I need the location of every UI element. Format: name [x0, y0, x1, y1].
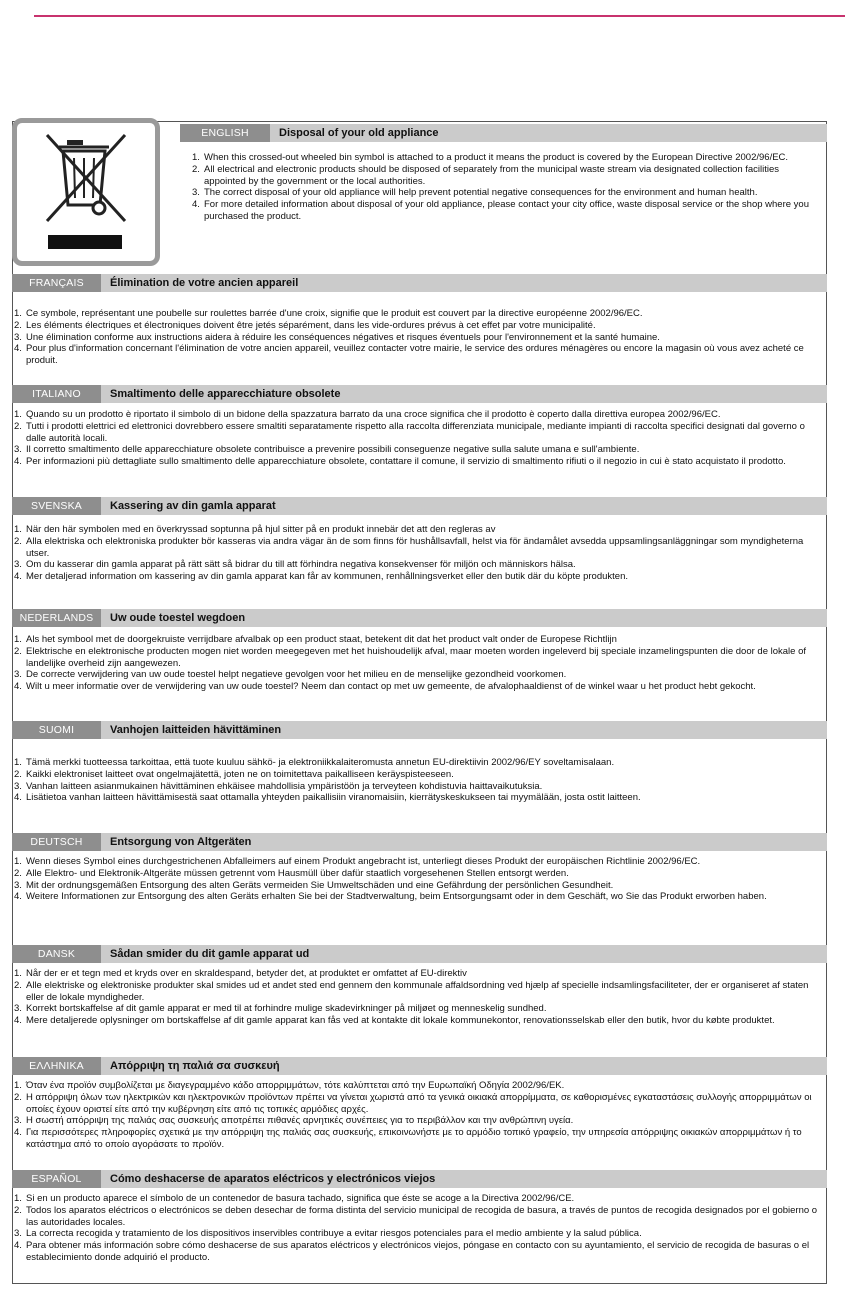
language-tab: ΕΛΛΗΝΙΚΑ: [12, 1057, 101, 1075]
list-item: 3. Il corretto smaltimento delle apparecchiature obsolete contribuisce a prevenire possibili conseguenze negative sulla salute umana e sull'ambiente.: [14, 444, 640, 456]
language-tab: ESPAÑOL: [12, 1170, 101, 1188]
list-item: 2. Η απόρριψη όλων των ηλεκτρικών και ηλεκτρονικών προϊόντων πρέπει να γίνεται χωριστά από τα γενικά οικιακά απορρίμματα, σε καθορισμένες εγκαταστάσεις συλλογής απορριμμάτων οι οποίες έχουν οριστεί είτε από την κυβέρνηση είτε από τις τοπικές αρμόδιες αρχές.: [14, 1091, 812, 1115]
section-title: Kassering av din gamla apparat: [110, 500, 276, 512]
list-item: 1. When this crossed-out wheeled bin symbol is attached to a product it means the product is covered by the European Directive 2002/96/EC.: [192, 152, 789, 163]
section-title: Sådan smider du dit gamle apparat ud: [110, 948, 310, 960]
section-header: [12, 945, 827, 963]
section-title: Uw oude toestel wegdoen: [110, 612, 246, 624]
header-accent-line: [34, 15, 845, 17]
language-tab: ITALIANO: [12, 385, 101, 403]
crossed-out-wheeled-bin-icon: [17, 123, 155, 261]
list-item: 4. Per informazioni più dettagliate sullo smaltimento delle apparecchiature obsolete, contattare il comune, il servizio di smaltimento rifiuti o il negozio in cui è stato acquistato il prodotto.: [14, 456, 786, 468]
instructions-list: [12, 627, 827, 693]
list-item: 1. När den här symbolen med en överkryssad soptunna på hjul sitter på en produkt innebär det att den regleras av: [14, 524, 496, 535]
instructions-list: [12, 1188, 827, 1264]
section-header: [12, 385, 827, 403]
list-item: 2. Les éléments électriques et électroniques doivent être jetés séparément, dans les vide-ordures prévus à cet effet par votre municipalité.: [14, 319, 596, 331]
instructions-list: [12, 851, 827, 903]
section-deutsch: [12, 833, 827, 903]
list-item: 4. Για περισσότερες πληροφορίες σχετικά με την απόρριψη της παλιάς σας συσκευής, επικοινωνήστε με το αρμόδιο τοπικό γραφείο, την υπηρεσία απόρριψης οικιακών απορριμμάτων ή το κατάστημα από το οποίο αγοράσατε το προϊόν.: [14, 1127, 802, 1150]
section-italiano: [12, 385, 827, 468]
section-title: Απόρριψη τη παλιά σα συσκευή: [110, 1060, 280, 1072]
list-item: 4. Lisätietoa vanhan laitteen hävittämisestä saat ottamalla yhteyden paikallisiin viranomaisiin, kierrätyskeskukseen tai myymälään, josta ostit laitteen.: [14, 792, 641, 804]
list-item: 2. Tutti i prodotti elettrici ed elettronici dovrebbero essere smaltiti separatamente rispetto alla raccolta differenziata municipale, mediante impianti di raccolta specifici designati dal governo o dalle autorità locali.: [14, 420, 805, 444]
list-item: 3. Η σωστή απόρριψη της παλιάς σας συσκευής αποτρέπει πιθανές αρνητικές συνέπειες για το περιβάλλον και την ανθρώπινη υγεία.: [14, 1115, 574, 1127]
section-francais: [12, 274, 827, 367]
list-item: 2. Kaikki elektroniset laitteet ovat ongelmajätettä, joten ne on toimitettava paikalliseen keräyspisteeseen.: [14, 768, 454, 780]
list-item: 2. Alle Elektro- und Elektronik-Altgeräte müssen getrennt vom Hausmüll über dafür staatlich vorgesehenen Stellen entsorgt werden.: [14, 867, 569, 879]
instructions-list: [12, 1075, 827, 1151]
section-title: Smaltimento delle apparecchiature obsolete: [110, 388, 341, 400]
list-item: 3. Une élimination conforme aux instructions aidera à réduire les conséquences négatives et risques éventuels pour l'environnement et la santé humaine.: [14, 331, 660, 343]
language-tab: DANSK: [12, 945, 101, 963]
section-header: [12, 721, 827, 739]
list-item: 2. Todos los aparatos eléctricos o electrónicos se deben desechar de forma distinta del servicio municipal de recogida de basura, a través de puntos de recogida designados por el gobierno o las autoridades locales.: [14, 1204, 818, 1228]
list-item: 3. La correcta recogida y tratamiento de los dispositivos inservibles contribuye a evitar riesgos potenciales para el medio ambiente y la salud pública.: [14, 1228, 642, 1240]
section-title: Élimination de votre ancien appareil: [110, 277, 299, 289]
list-item: 2. Alle elektriske og elektroniske produkter skal smides ud et andet sted end gennem den kommunale affaldsordning ved hjælp af specielle indsamlingsfaciliteter, der er organiseret af staten eller de lokale myndigheder.: [14, 979, 809, 1003]
list-item: 3. Om du kasserar din gamla apparat på rätt sätt så bidrar du till att förhindra negativa konsekvenser för miljön och människors hälsa.: [14, 559, 576, 571]
list-item: 4. Mer detaljerad information om kassering av din gamla apparat kan får av kommunen, renhållningsverket eller den butik där du köpte produkten.: [14, 571, 628, 583]
section-header: [12, 1057, 827, 1075]
list-item: 1. Als het symbool met de doorgekruiste verrijdbare afvalbak op een product staat, betekent dit dat het product valt onder de Europese Richtlijn: [14, 634, 617, 645]
list-item: 4. Pour plus d'information concernant l'élimination de votre ancien appareil, veuillez contacter votre mairie, le service des ordures ménagères ou encore la magasin où vous avez acheté ce produit.: [14, 343, 804, 367]
section-title: Disposal of your old appliance: [279, 127, 439, 139]
weee-symbol-box: [12, 118, 160, 266]
list-item: 3. Mit der ordnungsgemäßen Entsorgung des alten Geräts vermeiden Sie Umweltschäden und eine Gefährdung der persönlichen Gesundheit.: [14, 879, 614, 891]
instructions-list: [12, 739, 827, 804]
list-item: 1. Ce symbole, représentant une poubelle sur roulettes barrée d'une croix, signifie que le produit est couvert par la directive européenne 2002/96/EC.: [14, 308, 643, 319]
list-item: 1. Όταν ένα προϊόν συμβολίζεται με διαγεγραμμένο κάδο απορριμμάτων, τότε καλύπτεται από την Ευρωπαϊκή Οδηγία 2002/96/ΕΚ.: [14, 1080, 565, 1091]
language-tab: FRANÇAIS: [12, 274, 101, 292]
instructions-list: [12, 963, 827, 1027]
list-item: 1. Wenn dieses Symbol eines durchgestrichenen Abfalleimers auf einem Produkt angebracht ist, unterliegt dieses Produkt der europäischen Richtlinie 2002/96/EC.: [14, 856, 701, 867]
list-item: 2. Elektrische en elektronische producten mogen niet worden meegegeven met het huishoudelijk afval, maar moeten worden ingeleverd bij speciale inzamelingspunten die door de lokale of landelijke overheid zijn aangewezen.: [14, 645, 806, 669]
language-tab: SVENSKA: [12, 497, 101, 515]
list-item: 3. Korrekt bortskaffelse af dit gamle apparat er med til at forhindre mulige skadevirkninger på miljøet og menneskelig sundhed.: [14, 1003, 547, 1015]
list-item: 4. Weitere Informationen zur Entsorgung des alten Geräts erhalten Sie bei der Stadtverwaltung, beim Entsorgungsamt oder in dem Geschäft, wo Sie das Produkt erworben haben.: [14, 891, 767, 903]
instructions-list: [12, 515, 827, 583]
list-item: 1. Tämä merkki tuotteessa tarkoittaa, että tuote kuuluu sähkö- ja elektroniikkalaiteromusta annetun EU-direktiivin 2002/96/EY soveltamisalaan.: [14, 757, 615, 768]
language-tab: ENGLISH: [180, 124, 270, 142]
section-header: [12, 497, 827, 515]
list-item: 3. De correcte verwijdering van uw oude toestel helpt negatieve gevolgen voor het milieu en de menselijke gezondheid voorkomen.: [14, 669, 567, 681]
section-dansk: [12, 945, 827, 1027]
list-item: 1. Si en un producto aparece el símbolo de un contenedor de basura tachado, significa que éste se acoge a la Directiva 2002/96/CE.: [14, 1193, 575, 1204]
list-item: 1. Quando su un prodotto è riportato il simbolo di un bidone della spazzatura barrato da una croce significa che il prodotto è coperto dalla direttiva europea 2002/96/EC.: [14, 409, 721, 420]
list-item: 2. Alla elektriska och elektroniska produkter bör kasseras via andra vägar än de som finns för hushållsavfall, helst via för ändamålet avsedda uppsamlingsanläggningar som myndigheterna utser.: [14, 535, 804, 559]
section-ellinika: [12, 1057, 827, 1151]
instructions-list: [180, 142, 827, 223]
section-suomi: [12, 721, 827, 804]
list-item: 1. Når der er et tegn med et kryds over en skraldespand, betyder det, at produktet er omfattet af EU-direktiv: [14, 968, 467, 979]
list-item: 4. Wilt u meer informatie over de verwijdering van uw oude toestel? Neem dan contact op met uw gemeente, de afvalophaaldienst of de winkel waar u het product hebt gekocht.: [14, 681, 756, 693]
section-header: [12, 833, 827, 851]
section-nederlands: [12, 609, 827, 693]
list-item: 3. Vanhan laitteen asianmukainen hävittäminen ehkäisee mahdollisia ympäristöön ja terveyteen kohdistuvia haittavaikutuksia.: [14, 780, 543, 792]
section-header: [12, 274, 827, 292]
section-title: Entsorgung von Altgeräten: [110, 836, 252, 848]
section-english: [180, 124, 827, 223]
section-title: Vanhojen laitteiden hävittäminen: [110, 724, 282, 736]
language-tab: NEDERLANDS: [12, 609, 101, 627]
language-tab: DEUTSCH: [12, 833, 101, 851]
section-svenska: [12, 497, 827, 583]
list-item: 4. For more detailed information about disposal of your old appliance, please contact your city office, waste disposal service or the shop where you purchased the product.: [192, 199, 809, 222]
instructions-list: [12, 292, 827, 367]
list-item: 4. Para obtener más información sobre cómo deshacerse de sus aparatos eléctricos y electrónicos viejos, póngase en contacto con su ayuntamiento, el servicio de recogida de basuras o el establecimiento donde adquirió el producto.: [14, 1240, 810, 1263]
section-header: [12, 1170, 827, 1188]
list-item: 2. All electrical and electronic products should be disposed of separately from the municipal waste stream via designated collection facilities appointed by the government or the local authorities.: [192, 163, 780, 187]
instructions-list: [12, 403, 827, 468]
section-title: Cómo deshacerse de aparatos eléctricos y electrónicos viejos: [110, 1173, 436, 1185]
section-header: [180, 124, 827, 142]
list-item: 4. Mere detaljerede oplysninger om bortskaffelse af dit gamle apparat kan fås ved at kontakte dit lokale kommunekontor, renovationsselskab eller den butik, hvor du købte produktet.: [14, 1015, 775, 1027]
list-item: 3. The correct disposal of your old appliance will help prevent potential negative consequences for the environment and human health.: [192, 187, 758, 199]
language-tab: SUOMI: [12, 721, 101, 739]
section-header: [12, 609, 827, 627]
section-espanol: [12, 1170, 827, 1264]
